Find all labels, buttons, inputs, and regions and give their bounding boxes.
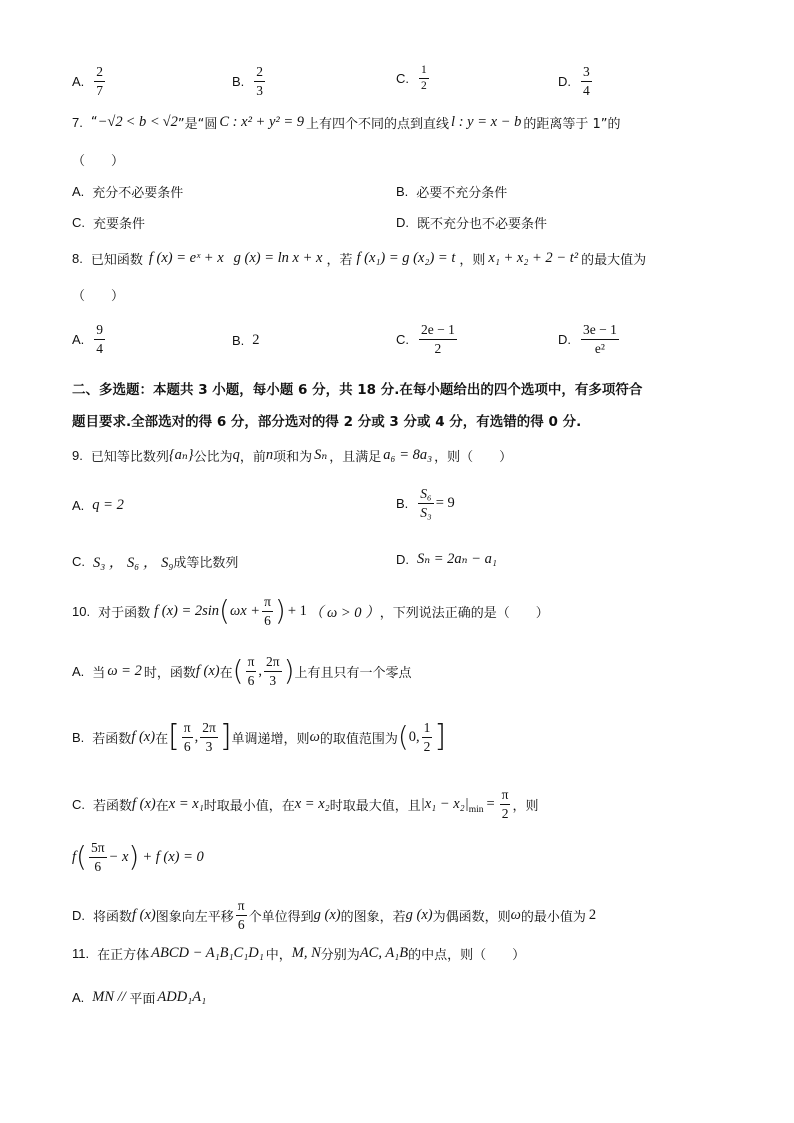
fraction: $\frac{2e - 1}{2}$ bbox=[421, 322, 455, 356]
q10-option-d: D. 将函数 f (x) 图象向左平移 $\frac{\pi}{6}$ 个单位得到 g (x) 的图象，若 g (x) 为偶函数，则 ω 的最小值为 2 bbox=[72, 898, 597, 932]
q10-option-c: C. 若函数 f (x) 在 x = x₁ 时取最小值，在 x = x₂ 时取最大值，且 |x₁ − x₂| min = $\frac{\pi}{2}$ ，则 bbox=[72, 787, 539, 821]
q7-option-b: B. 必要不充分条件 bbox=[396, 184, 508, 201]
q6-option-d: D. $\frac{3}{4}$ bbox=[558, 64, 590, 98]
q10-stem: 10. 对于函数 f (x) = 2sin ( ωx + $\frac{\pi}{6}$ ) + 1 （ ω > 0 ） ，下列说法正确的是（ ） bbox=[72, 594, 549, 628]
q9-option-b: B. $\frac{\text{S₆}}{\text{S₃}}$ = 9 bbox=[396, 486, 455, 520]
q7-stem: 7. “ −√2 < b < √2 ”是 “圆 C : x² + y² = 9 上有四个不同的点到直线 l : y = x − b 的距离等于 1”的 bbox=[72, 114, 621, 132]
q6-option-a: A. $\frac{2}{7}$ bbox=[72, 64, 104, 98]
section-heading-line-1: 二、多选题：本题共 3 小题，每小题 6 分，共 18 分.在每小题给出的四个选项中，有多项符合 bbox=[72, 382, 643, 398]
q9-option-c: C. S₃ ， S₆ ， S₉ 成等比数列 bbox=[72, 554, 239, 571]
fraction: $\frac{\pi}{6}$ bbox=[237, 898, 245, 932]
fraction: $\frac{\pi}{2}$ bbox=[501, 787, 509, 821]
section-heading-line-2: 题目要求.全部选对的得 6 分，部分选对的得 2 分或 3 分或 4 分，有选错的得 0 分. bbox=[72, 414, 582, 430]
q11-option-a: A. MN // 平面 ADD₁A₁ bbox=[72, 989, 207, 1007]
fraction: $\frac{3e - 1}{\text{e²}}$ bbox=[583, 322, 617, 356]
q8-answer-paren: （ ） bbox=[72, 289, 125, 304]
q7-option-d: D. 既不充分也不必要条件 bbox=[396, 215, 548, 232]
q8-option-c: C. $\frac{2e - 1}{2}$ bbox=[396, 322, 455, 356]
fraction: $\frac{2}{7}$ bbox=[96, 64, 104, 98]
q11-stem: 11. 在正方体 ABCD − A₁B₁C₁D₁ 中， M, N 分别为 AC, A₁B 的中点，则（ ） bbox=[72, 945, 526, 963]
q9-option-d: D. Sₙ = 2aₙ − a₁ bbox=[396, 551, 497, 567]
fraction: $\frac{2\pi}{3}$ bbox=[266, 654, 280, 688]
q7-option-c: C. 充要条件 bbox=[72, 215, 146, 232]
q6-option-c: C. $\frac{1}{2}$ bbox=[396, 64, 427, 93]
q6-option-b: B. $\frac{2}{3}$ bbox=[232, 64, 264, 98]
q8-option-b: B. 2 bbox=[232, 332, 260, 348]
fraction: $\frac{9}{4}$ bbox=[96, 322, 104, 356]
q8-stem: 8. 已知函数 f (x) = eˣ + x g (x) = ln x + x ，若 f (x₁) = g (x₂) = t ，则 x₁ + x₂ + 2 − t² 的最大值为 bbox=[72, 250, 647, 268]
q6-options bbox=[0, 64, 794, 98]
q10-option-c-formula: f ( $\frac{5\pi}{6}$ − x ) + f (x) = 0 bbox=[72, 840, 204, 874]
fraction: $\frac{\pi}{6}$ bbox=[264, 594, 271, 628]
q9-option-a: A. q = 2 bbox=[72, 497, 124, 513]
q7-option-a: A. 充分不必要条件 bbox=[72, 184, 184, 201]
fraction: $\frac{\text{S₆}}{\text{S₃}}$ bbox=[420, 486, 432, 520]
fraction: $\frac{\pi}{6}$ bbox=[183, 720, 191, 754]
q8-option-d: D. $\frac{3e - 1}{\text{e²}}$ bbox=[558, 322, 617, 356]
fraction: $\frac{1}{2}$ bbox=[423, 720, 431, 754]
q8-options bbox=[0, 322, 794, 356]
fraction: $\frac{2}{3}$ bbox=[256, 64, 264, 98]
fraction: $\frac{1}{2}$ bbox=[421, 64, 427, 93]
q10-option-b: B. 若函数 f (x) 在 [ $\frac{\pi}{6}$ , $\frac{2\pi}{3}$ ] 单调递增，则 ω 的取值范围为 ( 0, $\frac{1}{2}$ ] bbox=[72, 719, 447, 755]
fraction: $\frac{3}{4}$ bbox=[583, 64, 590, 98]
fraction: $\frac{\pi}{6}$ bbox=[247, 654, 255, 688]
q9-stem: 9. 已知等比数列 {aₙ} 公比为 q ，前 n 项和为 Sₙ ，且满足 a₆ = 8a₃ ，则（ ） bbox=[72, 447, 513, 465]
q8-option-a: A. $\frac{9}{4}$ bbox=[72, 322, 104, 356]
q10-option-a: A. 当 ω = 2 时，函数 f (x) 在 ( $\frac{\pi}{6}$ , $\frac{2\pi}{3}$ ) 上有且只有一个零点 bbox=[72, 654, 412, 688]
q7-answer-paren: （ ） bbox=[72, 154, 125, 169]
fraction: $\frac{2\pi}{3}$ bbox=[202, 720, 216, 754]
fraction: $\frac{5\pi}{6}$ bbox=[90, 840, 105, 874]
